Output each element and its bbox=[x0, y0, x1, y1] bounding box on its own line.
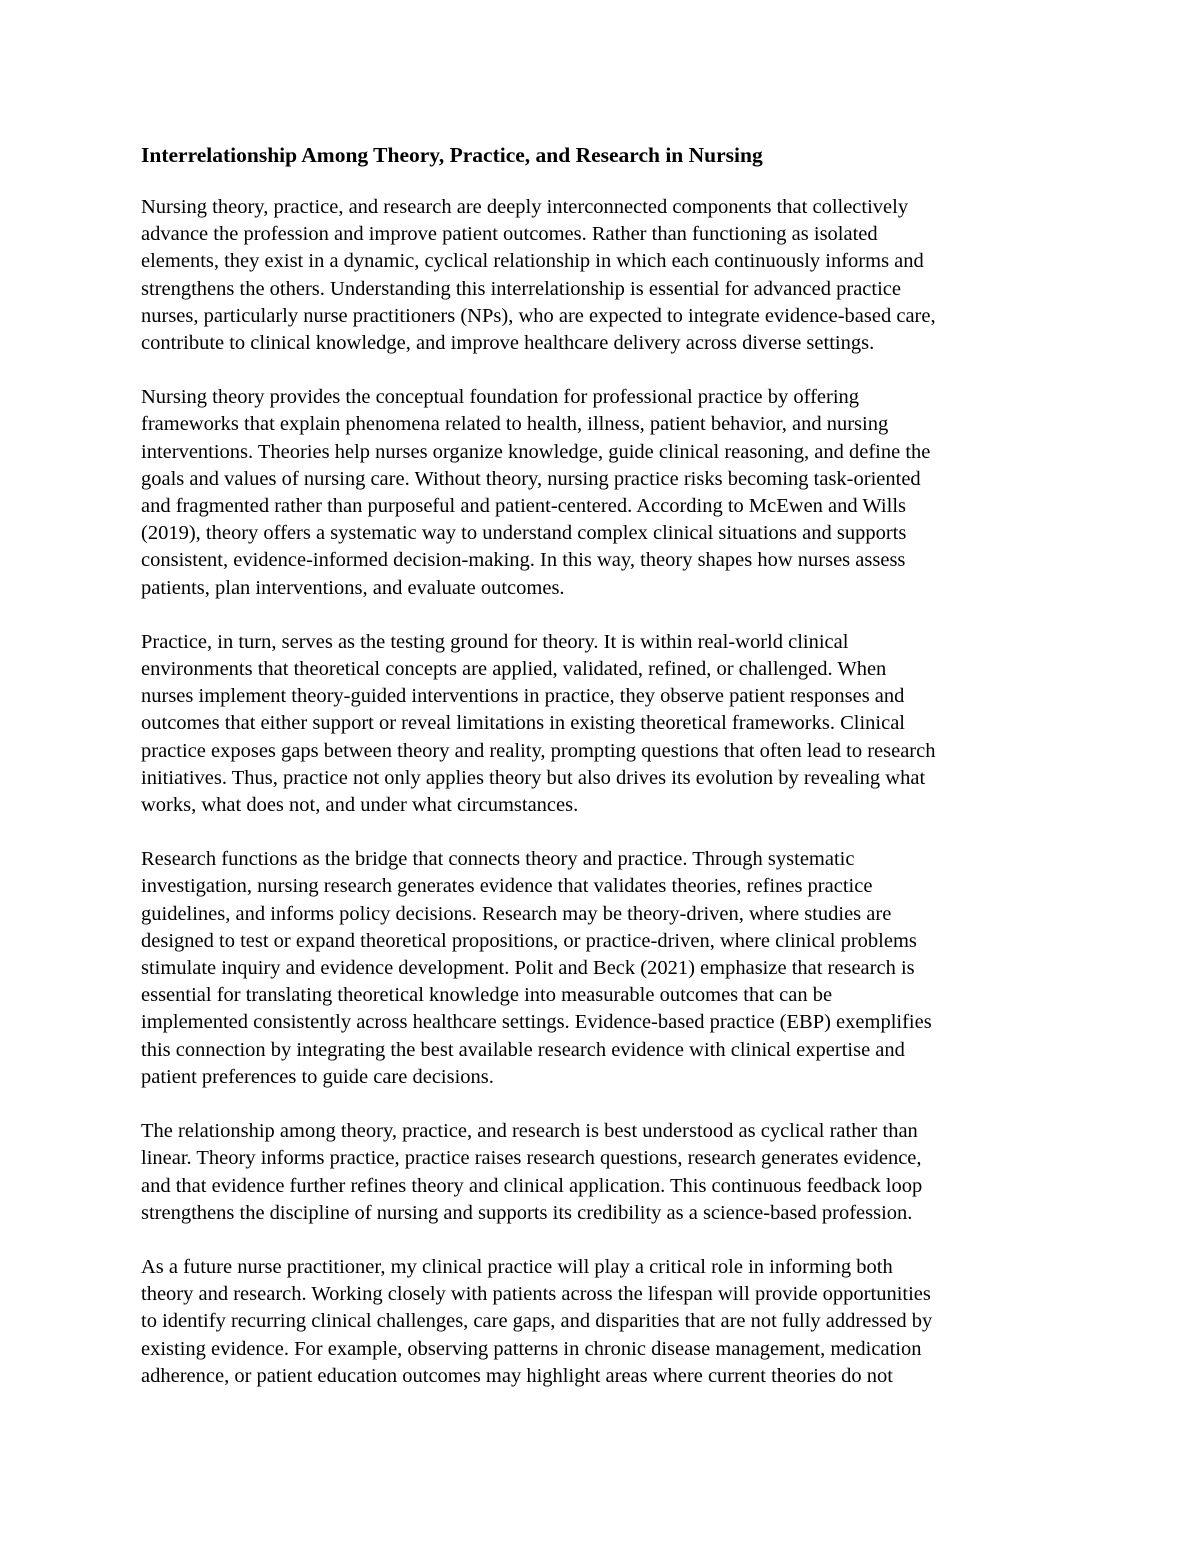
paragraph-research bbox=[141, 846, 1061, 1091]
text-line: As a future nurse practitioner, my clinical practice will play a critical role in informing both bbox=[141, 1255, 893, 1278]
text-line: and fragmented rather than purposeful and patient-centered. According to McEwen and Wills bbox=[141, 495, 906, 518]
text-line: adherence, or patient education outcomes may highlight areas where current theories do not bbox=[141, 1364, 893, 1387]
text-line: elements, they exist in a dynamic, cyclical relationship in which each continuously informs and bbox=[141, 250, 924, 273]
text-line: implemented consistently across healthcare settings. Evidence-based practice (EBP) exemplifies bbox=[141, 1011, 932, 1034]
text-line: designed to test or expand theoretical propositions, or practice-driven, where clinical problems bbox=[141, 929, 917, 952]
text-line: linear. Theory informs practice, practice raises research questions, research generates evidence, bbox=[141, 1147, 922, 1170]
text-line: patients, plan interventions, and evaluate outcomes. bbox=[141, 576, 565, 599]
paragraph-nursing-theory bbox=[141, 384, 1061, 602]
text-line: Nursing theory, practice, and research are deeply interconnected components that collectively bbox=[141, 196, 909, 218]
text-line: goals and values of nursing care. Without theory, nursing practice risks becoming task-oriented bbox=[141, 467, 921, 490]
text-line: works, what does not, and under what circumstances. bbox=[141, 794, 579, 817]
text-line: and that evidence further refines theory and clinical application. This continuous feedback loop bbox=[141, 1174, 923, 1197]
text-line: nurses, particularly nurse practitioners (NPs), who are expected to integrate evidence-based care, bbox=[141, 304, 936, 327]
text-line: practice exposes gaps between theory and reality, prompting questions that often lead to research bbox=[141, 739, 936, 762]
text-line: nurses implement theory-guided interventions in practice, they observe patient responses and bbox=[141, 685, 905, 708]
text-line: environments that theoretical concepts are applied, validated, refined, or challenged. When bbox=[141, 658, 887, 681]
text-line: interventions. Theories help nurses organize knowledge, guide clinical reasoning, and define the bbox=[141, 440, 931, 463]
text-line: The relationship among theory, practice, and research is best understood as cyclical rather than bbox=[141, 1120, 918, 1143]
text-line: essential for translating theoretical knowledge into measurable outcomes that can be bbox=[141, 984, 833, 1007]
paragraph-cyclical-relationship bbox=[141, 1118, 1061, 1227]
text-line: consistent, evidence-informed decision-making. In this way, theory shapes how nurses assess bbox=[141, 549, 906, 572]
paragraph-introduction bbox=[141, 194, 1061, 357]
text-line: strengthens the discipline of nursing and supports its credibility as a science-based profession. bbox=[141, 1201, 913, 1224]
text-line: advance the profession and improve patient outcomes. Rather than functioning as isolated bbox=[141, 223, 878, 246]
text-line: contribute to clinical knowledge, and improve healthcare delivery across diverse settings. bbox=[141, 332, 875, 355]
text-line: Nursing theory provides the conceptual foundation for professional practice by offering bbox=[141, 386, 860, 409]
text-line: existing evidence. For example, observing patterns in chronic disease management, medication bbox=[141, 1337, 922, 1360]
text-line: Research functions as the bridge that connects theory and practice. Through systematic bbox=[141, 848, 855, 871]
text-line: patient preferences to guide care decisions. bbox=[141, 1065, 494, 1088]
document-body bbox=[141, 140, 1061, 1417]
text-line: theory and research. Working closely with patients across the lifespan will provide opportunities bbox=[141, 1283, 931, 1306]
text-line: stimulate inquiry and evidence development. Polit and Beck (2021) emphasize that research is bbox=[141, 957, 915, 980]
text-line: this connection by integrating the best available research evidence with clinical expertise and bbox=[141, 1038, 905, 1061]
text-line: strengthens the others. Understanding this interrelationship is essential for advanced practice bbox=[141, 277, 901, 300]
text-line: initiatives. Thus, practice not only applies theory but also drives its evolution by revealing what bbox=[141, 766, 926, 789]
paragraph-practice bbox=[141, 629, 1061, 819]
text-line: outcomes that either support or reveal limitations in existing theoretical frameworks. Clinical bbox=[141, 712, 905, 735]
paragraph-future-practitioner bbox=[141, 1254, 1061, 1390]
text-line: to identify recurring clinical challenges, care gaps, and disparities that are not fully addressed by bbox=[141, 1310, 933, 1333]
document-title: Interrelationship Among Theory, Practice, and Research in Nursing bbox=[141, 143, 763, 167]
text-line: investigation, nursing research generates evidence that validates theories, refines practice bbox=[141, 875, 873, 898]
text-line: (2019), theory offers a systematic way to understand complex clinical situations and supports bbox=[141, 522, 907, 545]
text-line: guidelines, and informs policy decisions. Research may be theory-driven, where studies are bbox=[141, 902, 892, 925]
text-line: frameworks that explain phenomena related to health, illness, patient behavior, and nursing bbox=[141, 413, 889, 436]
text-line: Practice, in turn, serves as the testing ground for theory. It is within real-world clinical bbox=[141, 630, 849, 653]
